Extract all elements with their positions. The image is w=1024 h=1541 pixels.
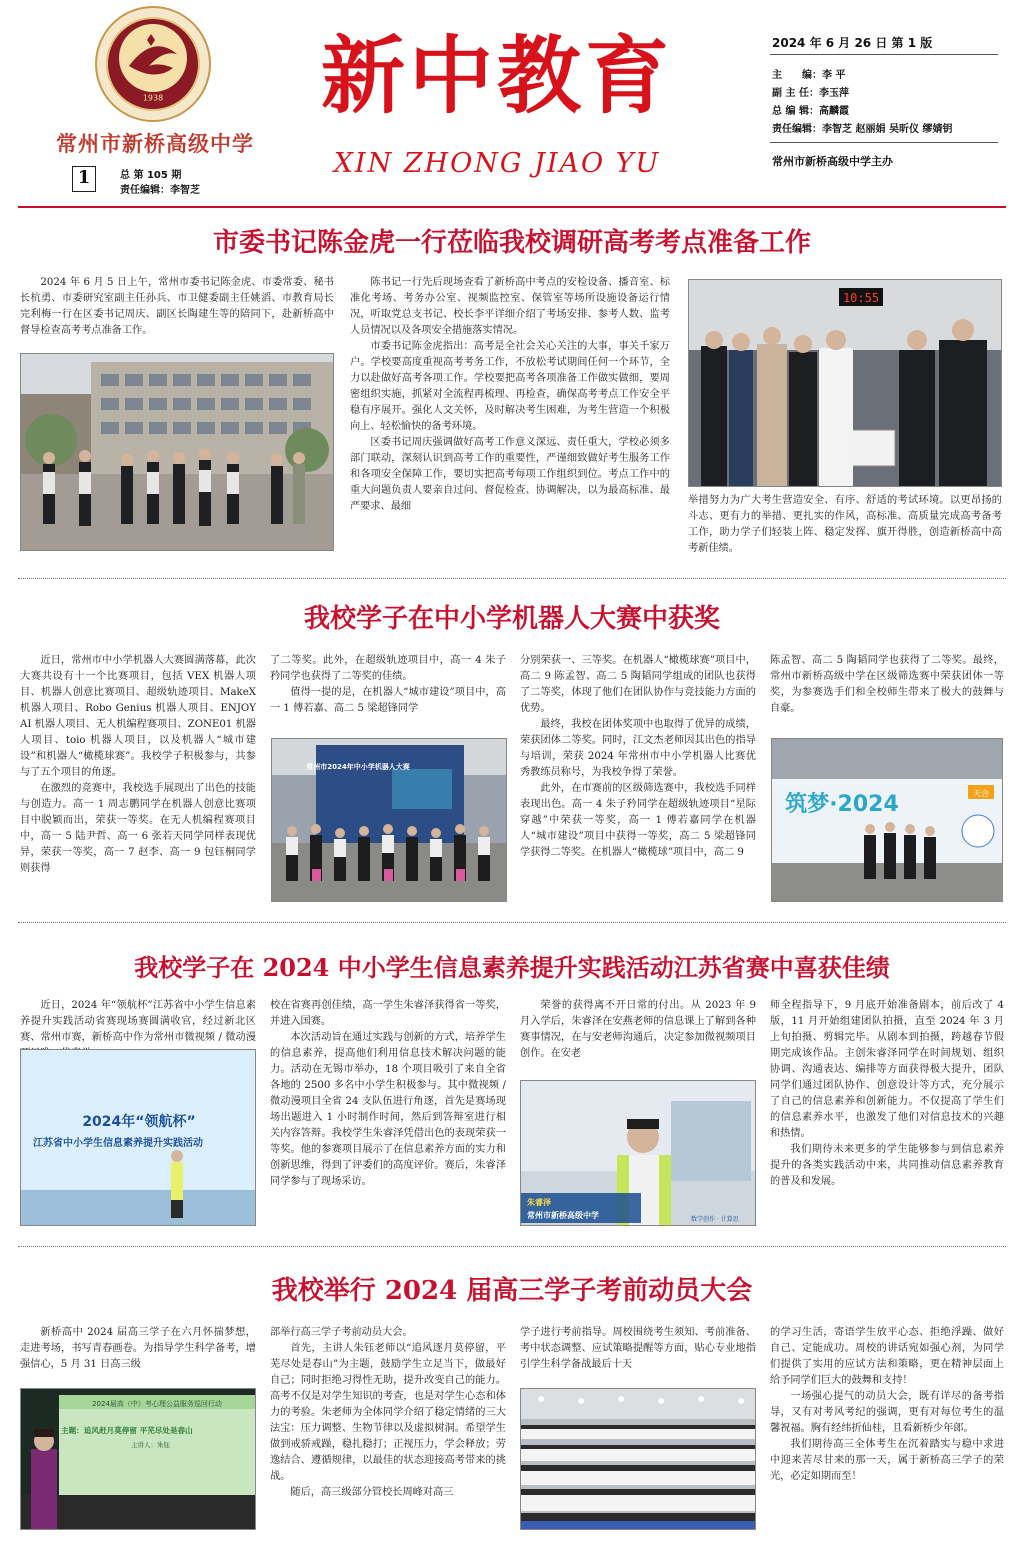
article1-headline: 市委书记陈金虎一行莅临我校调研高考考点准备工作 xyxy=(212,228,811,258)
article3-col4-text xyxy=(770,998,1004,1228)
paragraph: 此外，在市赛前的区级筛选赛中，我校选手同样表现出色。高一 4 朱子矜同学在超级轨迹项目“星际穿越”中荣获一等奖，高一 1 傅若嘉同学在机器人“城市建设”项目中获得一等奖，高二 5 梁超锋同学获得二等奖。在机器人“橄榄球”项目中，高二 9 xyxy=(520,783,756,858)
article1-col2-text xyxy=(350,275,670,555)
article1-col1-text xyxy=(20,275,334,339)
editor-line: 责任编辑：李智芝 xyxy=(120,185,200,196)
date-underline xyxy=(770,54,998,55)
article3-headline: 我校学子在 2024 中小学生信息素养提升实践活动江苏省赛中喜获佳绩 xyxy=(134,953,890,982)
svg-text:10:55: 10:55 xyxy=(842,291,880,305)
sponsor-line: 常州市新桥高级中学主办 xyxy=(772,155,893,168)
article4-col4-text xyxy=(770,1325,1004,1533)
paragraph: 首先，主讲人朱钰老师以“追风逐月莫停留，平芜尽处是春山”为主题，鼓励学生立足当下，做最好自己；同时拒绝习得性无助，提升改变自己的能力。高考不仅是对学生知识的考查，也是对学生心态和体力的考验。朱老师为全体同学介绍了稳定情绪的三大法宝：压力调整、生物节律以及虚拟树洞。希望学生做到戒骄戒躁，稳扎稳打；正视压力，学会释放；劳逸结合、遵循规律，以最佳的状态迎接高考带来的挑战。 xyxy=(270,1343,506,1482)
paragraph: 近日，2024 年“领航杯”江苏省中小学生信息素养提升实践活动省赛现场赛圆满收官，经过新北区赛、常州市赛，新桥高中作为常州市微视频 / 微动漫 xyxy=(20,1000,256,1043)
paragraph: 本次活动旨在通过实践与创新的方式，培养学生的信息素养，提高他们利用信息技术解决问题的能力。活动在无锡市举办，18 个项目吸引了来自全省各地的 2500 多名中小学生积极参与。其中微视频 / 微动漫项目全省 24 支队伍进行角逐，首先是赛场现场出题进入 1 小时制作时间，然后到答辩室进行相关内容答辩。我校学生朱睿泽凭借出色的表现荣获一等奖。他的参赛项目展示了在信息素养方面的实力和创新思维，得到了评委们的高度评价。赛后，朱睿泽同学参与了现场采访。 xyxy=(270,1032,506,1187)
paragraph: 最终，我校在团体奖项中也取得了优异的成绩，荣获团体二等奖。同时，江文杰老师因其出色的指导与培训，荣获 2024 年常州市中小学机器人比赛优秀教练员称号，为我校争得了荣誉。 xyxy=(520,719,756,778)
staff-chief-editor: 主 编：李 平 xyxy=(772,70,846,81)
page-number-text: 1 xyxy=(77,167,91,188)
staff-editor-in-chief: 总 编 辑：高麟霞 xyxy=(772,106,849,117)
article4-col2-text xyxy=(270,1325,506,1533)
article2-photo-contest-venue xyxy=(271,738,507,902)
article4-photo-audience xyxy=(520,1388,756,1530)
student-audience-image xyxy=(521,1389,756,1530)
paragraph: 值得一提的是，在机器人“城市建设”项目中，高一 1 傅若嘉、高二 5 梁超锋同学 xyxy=(270,687,506,714)
article2-col1-text xyxy=(20,653,256,909)
staff-deputy: 副 主 任：李玉萍 xyxy=(772,88,849,99)
article3-photo-interview xyxy=(520,1080,756,1226)
campus-scene-image xyxy=(21,354,334,551)
paragraph: 近日，常州市中小学机器人大赛圆满落幕，此次大赛共设有十一个比赛项目，包括 VEX 机器人项目、机器人创意比赛项目、超级轨迹项目、MakeX 机器人项目、Robo Genius 机器人项目、ENJOY AI 机器人项目、无人机编程赛项目、ZONE01 机器人项目、toio 机器人项目，以及机器人“城市建设”和机器人“橄榄球赛”。我校学子积极参与，共参与了五个项目的角逐。 xyxy=(20,655,256,778)
svg-text:天合: 天合 xyxy=(973,789,989,798)
paragraph: 荣誉的获得离不开日常的付出。从 2023 年 9 月入学后，朱睿泽在安燕老师的信息课上了解到各种赛事情况，在与安老师沟通后，决定参加微视频项目创作。在安老 xyxy=(520,1000,756,1059)
article2-col2-text xyxy=(270,653,506,729)
article4-photo-speaker xyxy=(20,1388,256,1530)
svg-text:主讲人：朱钰: 主讲人：朱钰 xyxy=(131,1441,170,1449)
zhumeng-banner-image xyxy=(772,739,1003,902)
svg-text:数学创作 · 计算思: 数学创作 · 计算思 xyxy=(691,1216,739,1223)
paragraph: 举措努力为广大考生营造安全、有序、舒适的考试环境。以更昂扬的斗志、更有力的举措、更扎实的作风，高标准、高质量完成高考备考工作，助力学子们轻装上阵、稳定发挥、旗开得胜，创造新桥高中高考新佳绩。 xyxy=(688,495,1002,554)
paragraph: 部举行高三学子考前动员大会。 xyxy=(270,1327,413,1338)
svg-text:江苏省中小学生信息素养提升实践活动: 江苏省中小学生信息素养提升实践活动 xyxy=(33,1138,203,1149)
paragraph: 市委书记陈金虎指出：高考是全社会关心关注的大事，事关千家万户。学校要高度重视高考考务工作，不放松考试期间任何一个环节，全力以赴做好高考各项工作。学校要把高考各项准备工作做实做细，要周密组织实施，抓紧对全流程再梳理、再检查，确保高考考点工作安全平稳有序展开。强化人文关怀，及时解决考生困难，为考生营造一个积极向上、轻松愉快的备考环境。 xyxy=(350,341,670,432)
svg-text:筑梦·2024: 筑梦·2024 xyxy=(785,792,899,817)
paragraph: 学子进行考前指导。周校围绕考生须知、考前准备、考中状态调整、应试策略提醒等方面，贴心专业地指引学生科学备战最后十天 xyxy=(520,1327,756,1370)
date-line: 2024 年 6 月 26 日 第 1 版 xyxy=(772,36,933,50)
svg-text:常州市2024年中小学机器人大赛: 常州市2024年中小学机器人大赛 xyxy=(306,763,410,771)
article2-photo-banner xyxy=(771,738,1003,902)
paragraph: 陈书记一行先后现场查看了新桥高中考点的安检设备、播音室、标准化考场、考务办公室、视频监控室、保管室等场所设施设备运行情况，听取党总支书记、校长李平详细介绍了考场安排、参考人数、监考人员情况以及各项安全措施落实情况。 xyxy=(350,277,670,336)
newspaper-pinyin: XIN ZHONG JIAO YU xyxy=(333,148,661,179)
paragraph: 我们期待未来更多的学生能够参与到信息素养提升的各类实践活动中来，共同推动信息素养教育的普及和发展。 xyxy=(770,1144,1004,1187)
paragraph: 校在省赛再创佳绩，高一学生朱睿泽获得省一等奖，并进入国赛。 xyxy=(270,1000,506,1027)
paragraph: 一场强心提气的动员大会，既有详尽的备考指导，又有对考风考纪的强调，更有对每位考生的温馨祝福。胸有经纬折仙桂，且看新桥少年郎。 xyxy=(770,1391,1004,1434)
newspaper-title: 新中教育 xyxy=(320,26,673,125)
paragraph: 师全程指导下，9 月底开始准备剧本，前后改了 4 版，11 月开始组建团队拍摄，直至 2024 年 3 月上旬拍摄、剪辑完毕。从剧本到拍摄，跨越春节假期完成该作品。主创朱睿泽同学在时间规划、组织协调、沟通表达、编排等方面获得极大提升，团队同学们通过团队协作、创意设计等方式，充分展示了自己的信息素养和创新能力。不仅提高了学生们的信息素养水平，也激发了他们对信息技术的兴趣和热情。 xyxy=(770,1000,1004,1139)
article2-col3-text xyxy=(520,653,756,909)
paragraph: 区委书记周庆强调做好高考工作意义深远、责任重大，学校必须多部门联动，深刻认识到高考工作的重要性，严谨细致做好考生服务工作和各项安全保障工作，要切实把高考每项工作组织到位。考点工作中的重大问题负责人要亲自过问、督促检查、协调解决，以为最高标准、最严要求、最细 xyxy=(350,437,670,512)
article3-col2-text xyxy=(270,998,506,1228)
issue-number: 总 第 105 期 xyxy=(120,170,182,181)
school-calligraphy: 常州市新桥高级中学 xyxy=(56,131,254,156)
paragraph: 在激烈的竞赛中，我校选手展现出了出色的技能与创造力。高一 1 周志鹏同学在机器人创意比赛项目中脱颖而出，荣获一等奖。在无人机编程赛项目中，高一 5 陆尹哲、高一 6 张若天同学同样表现优异，荣获一等奖，高一 7 赵李、高一 9 包钰桐同学则获得 xyxy=(20,783,256,874)
page-number xyxy=(72,166,96,192)
event-board-image xyxy=(21,1050,256,1226)
sponsor-underline xyxy=(770,142,998,143)
masthead-rule xyxy=(18,206,1006,208)
paragraph: 2024 年 6 月 5 日上午，常州市委书记陈金虎、市委常委、秘书长杭勇、市委研究室副主任孙兵、市卫健委副主任姚滔、市教育局长完利梅一行在区委书记周庆、副区长陶建生等的陪同下，赴新桥高中督导检查高考考点准备工作。 xyxy=(20,277,334,336)
article4-headline: 我校举行 2024 届高三学子考前动员大会 xyxy=(271,1276,753,1306)
svg-text:常州市新桥高级中学: 常州市新桥高级中学 xyxy=(527,1211,599,1220)
paragraph: 了二等奖。此外，在超级轨迹项目中，高一 4 朱子矜同学也获得了二等奖的佳绩。 xyxy=(270,655,506,682)
svg-text:2024年“领航杯”: 2024年“领航杯” xyxy=(82,1114,196,1130)
article4-col1-text xyxy=(20,1325,256,1373)
article1-col3-text xyxy=(688,493,1002,557)
robot-contest-scene-image xyxy=(272,739,507,902)
speaker-stage-image xyxy=(21,1389,256,1530)
paragraph: 陈孟智、高二 5 陶韬同学也获得了二等奖。最终，常州市新桥高级中学在区级筛选赛中荣获团体一等奖，为参赛选手们和全校师生带来了极大的鼓舞与自豪。 xyxy=(770,655,1004,714)
article3-photo-event-board xyxy=(20,1049,256,1226)
svg-text:1938: 1938 xyxy=(142,93,164,103)
article1-photo-campus xyxy=(20,353,334,551)
divider-3 xyxy=(18,1246,1006,1247)
divider-1 xyxy=(18,578,1006,579)
inspection-scene-image xyxy=(689,280,1002,487)
svg-text:主题：追风赶月莫停留 平芜尽处是春山: 主题：追风赶月莫停留 平芜尽处是春山 xyxy=(61,1426,193,1435)
article2-headline: 我校学子在中小学机器人大赛中获奖 xyxy=(303,604,720,634)
article3-col3-text xyxy=(520,998,756,1062)
divider-2 xyxy=(18,922,1006,923)
paragraph: 我们期待高三全体考生在沉着踏实与稳中求进中迎来苦尽甘来的那一天，属于新桥高三学子的荣光，必定如期而至！ xyxy=(770,1439,1004,1482)
school-logo xyxy=(93,4,213,124)
student-interview-image xyxy=(521,1081,756,1226)
paragraph: 的学习生活，寄语学生放平心态、拒绝浮躁、做好自己、定能成功。周校的讲话宛如强心剂，为同学们提供了实用的应试方法和策略，更在精神层面上给予同学们巨大的鼓舞和支持！ xyxy=(770,1327,1004,1386)
svg-text:朱睿泽: 朱睿泽 xyxy=(527,1198,551,1207)
article1-photo-inspection xyxy=(688,279,1002,487)
svg-text:2024届高（中）考心理公益服务巡回行动: 2024届高（中）考心理公益服务巡回行动 xyxy=(92,1400,222,1408)
paragraph: 新桥高中 2024 届高三学子在六月怀揣梦想，走进考场，书写青春画卷。为指导学生科学备考，增强信心，5 月 31 日高三级 xyxy=(20,1327,256,1370)
article4-col3-text xyxy=(520,1325,756,1373)
staff-responsible-editors: 责任编辑：李智芝 赵丽娟 吴昕仪 缪婧钥 xyxy=(772,124,953,135)
article2-col4-text xyxy=(770,653,1004,733)
paragraph: 随后，高三级部分管校长周峰对高三 xyxy=(290,1487,454,1498)
paragraph: 分别荣获一、三等奖。在机器人“橄榄球赛”项目中，高二 9 陈孟智、高二 5 陶韬同学组成的团队也获得了二等奖，体现了他们在团队协作与竞技能力方面的优势。 xyxy=(520,655,756,714)
